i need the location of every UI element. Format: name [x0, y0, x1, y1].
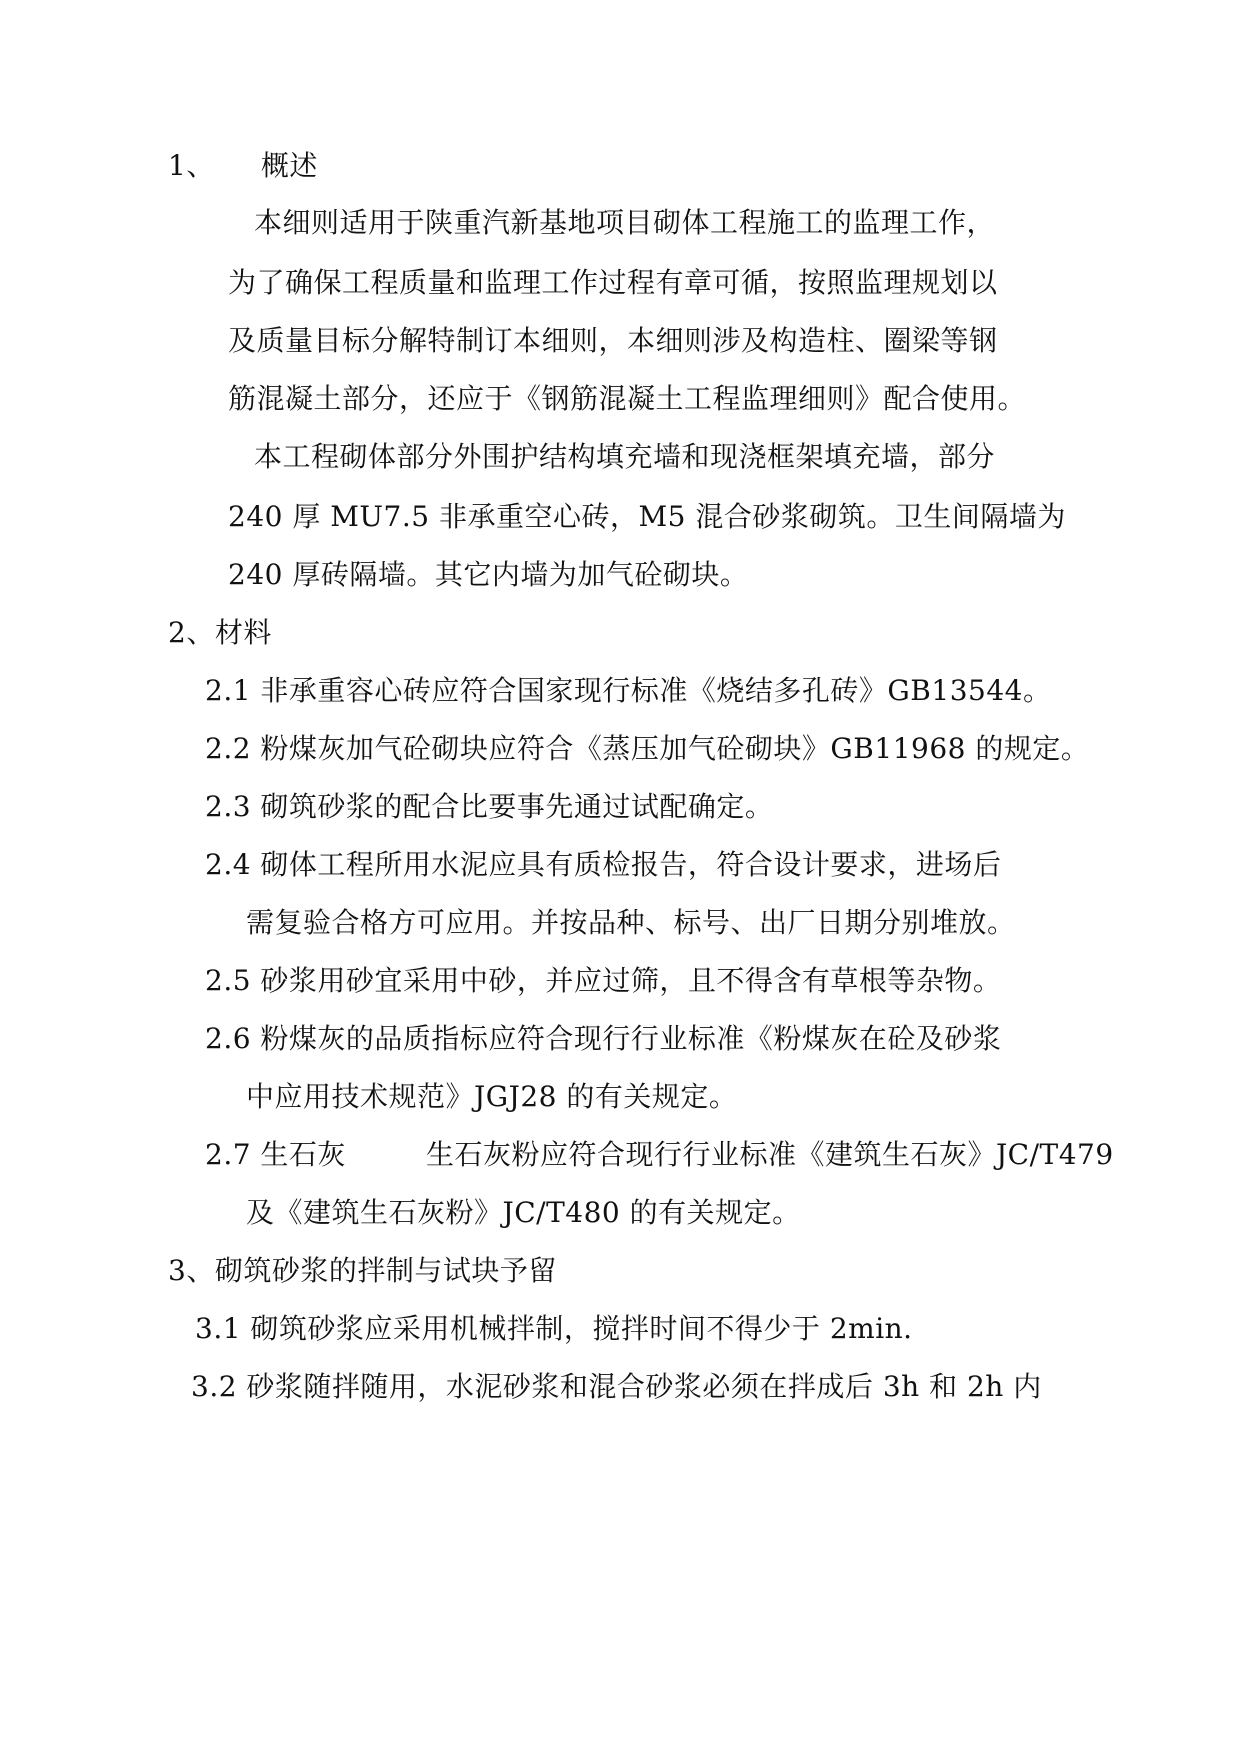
- paragraph-2-line-1: 本工程砌体部分外围护结构填充墙和现浇框架填充墙，部分: [254, 440, 996, 473]
- section-3-heading: 3、砌筑砂浆的拌制与试块予留: [168, 1254, 557, 1287]
- item-2-3: 2.3 砌筑砂浆的配合比要事先通过试配确定。: [205, 790, 774, 823]
- paragraph-2-line-2: 240 厚 MU7.5 非承重空心砖，M5 混合砂浆砌筑。卫生间隔墙为: [228, 500, 1066, 533]
- paragraph-1-line-4: 筋混凝土部分，还应于《钢筋混凝土工程监理细则》配合使用。: [228, 382, 1027, 415]
- paragraph-2-line-3: 240 厚砖隔墙。其它内墙为加气砼砌块。: [228, 558, 749, 591]
- item-2-6-line-2: 中应用技术规范》JGJ28 的有关规定。: [246, 1080, 738, 1113]
- section-1-number: 1、: [168, 149, 215, 182]
- paragraph-1-line-1: 本细则适用于陕重汽新基地项目砌体工程施工的监理工作，: [254, 206, 996, 239]
- section-2-heading: 2、材料: [168, 616, 272, 649]
- item-3-2: 3.2 砂浆随拌随用，水泥砂浆和混合砂浆必须在拌成后 3h 和 2h 内: [191, 1370, 1042, 1403]
- paragraph-1-line-2: 为了确保工程质量和监理工作过程有章可循，按照监理规划以: [228, 266, 998, 299]
- item-2-1: 2.1 非承重容心砖应符合国家现行标准《烧结多孔砖》GB13544。: [205, 674, 1052, 707]
- item-2-4-line-2: 需复验合格方可应用。并按品种、标号、出厂日期分别堆放。: [246, 906, 1016, 939]
- item-2-6-line-1: 2.6 粉煤灰的品质指标应符合现行行业标准《粉煤灰在砼及砂浆: [205, 1022, 1002, 1055]
- paragraph-1-line-3: 及质量目标分解特制订本细则，本细则涉及构造柱、圈梁等钢: [228, 324, 998, 357]
- item-3-1: 3.1 砌筑砂浆应采用机械拌制，搅拌时间不得少于 2min.: [195, 1312, 913, 1345]
- section-1-title: 概述: [260, 149, 318, 182]
- item-2-2: 2.2 粉煤灰加气砼砌块应符合《蒸压加气砼砌块》GB11968 的规定。: [205, 732, 1090, 765]
- item-2-4-line-1: 2.4 砌体工程所用水泥应具有质检报告，符合设计要求，进场后: [205, 848, 1002, 881]
- section-1-heading: [168, 146, 318, 186]
- item-2-7-line-2: 及《建筑生石灰粉》JC/T480 的有关规定。: [246, 1196, 801, 1229]
- item-2-7-text: 生石灰粉应符合现行行业标准《建筑生石灰》JC/T479: [425, 1138, 1114, 1171]
- item-2-7-line-1: [205, 1135, 1114, 1175]
- item-2-5: 2.5 砂浆用砂宜采用中砂，并应过筛，且不得含有草根等杂物。: [205, 964, 1002, 997]
- item-2-7-label: 2.7 生石灰: [205, 1138, 346, 1171]
